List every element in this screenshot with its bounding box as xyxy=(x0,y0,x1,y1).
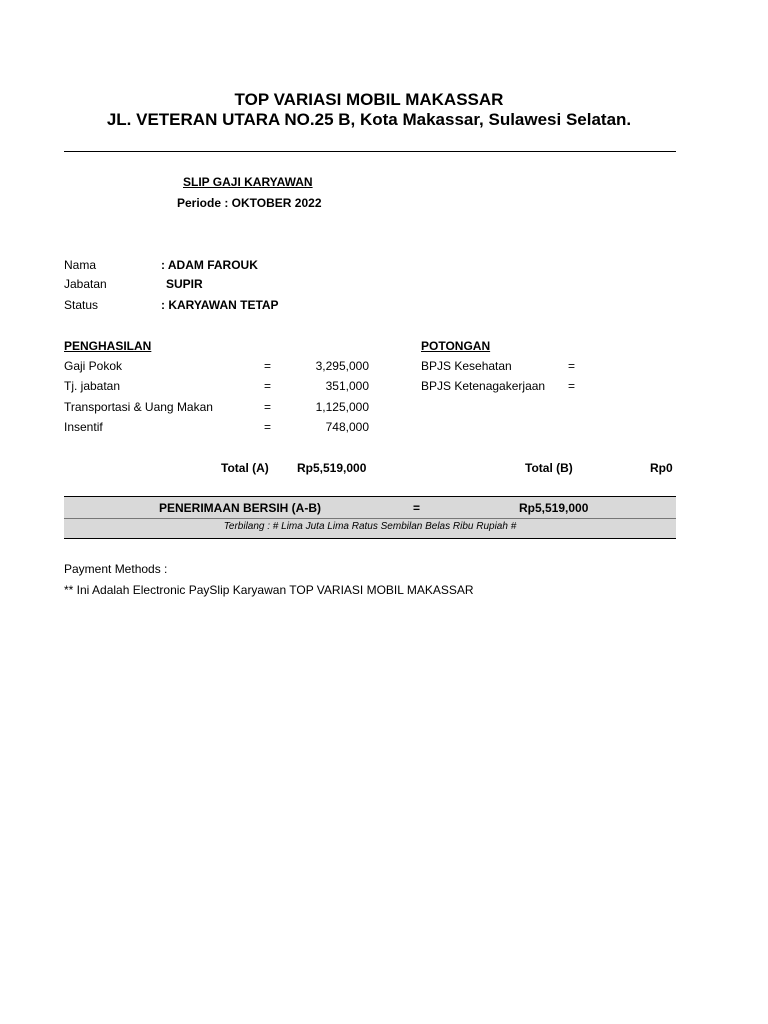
income-label: Transportasi & Uang Makan xyxy=(64,400,213,414)
income-value: 748,000 xyxy=(325,420,369,434)
jabatan-value: SUPIR xyxy=(166,277,203,291)
potongan-heading: POTONGAN xyxy=(421,339,491,353)
income-label: Insentif xyxy=(64,420,103,434)
income-value: 351,000 xyxy=(325,379,369,393)
payment-methods: Payment Methods : xyxy=(64,562,168,576)
status-value: : KARYAWAN TETAP xyxy=(161,298,279,312)
income-value: 1,125,000 xyxy=(315,400,369,414)
nama-value: : ADAM FAROUK xyxy=(161,258,258,272)
slip-period: Periode : OKTOBER 2022 xyxy=(177,196,322,210)
net-pay-label: PENERIMAAN BERSIH (A-B) xyxy=(159,501,321,515)
income-label: Tj. jabatan xyxy=(64,379,121,393)
income-eq: = xyxy=(264,400,272,414)
company-address: JL. VETERAN UTARA NO.25 B, Kota Makassar, Sulawesi Selatan. xyxy=(106,110,632,129)
deduction-label: BPJS Kesehatan xyxy=(421,359,512,373)
income-eq: = xyxy=(264,420,272,434)
income-label: Gaji Pokok xyxy=(64,359,123,373)
total-a-label: Total (A) xyxy=(221,461,269,475)
net-pay-eq: = xyxy=(413,501,421,515)
payslip-note: ** Ini Adalah Electronic PaySlip Karyawan TOP VARIASI MOBIL MAKASSAR xyxy=(64,583,474,597)
income-eq: = xyxy=(264,379,272,393)
deduction-eq: = xyxy=(568,379,576,393)
slip-title: SLIP GAJI KARYAWAN xyxy=(183,175,313,189)
total-b-value: Rp0 xyxy=(650,461,673,475)
terbilang-text: Terbilang : # Lima Juta Lima Ratus Sembilan Belas Ribu Rupiah # xyxy=(223,521,517,532)
total-b-label: Total (B) xyxy=(525,461,573,475)
penghasilan-heading: PENGHASILAN xyxy=(64,339,152,353)
nama-label: Nama xyxy=(64,258,97,272)
income-eq: = xyxy=(264,359,272,373)
header-divider xyxy=(64,151,676,152)
status-label: Status xyxy=(64,298,99,312)
jabatan-label: Jabatan xyxy=(64,277,107,291)
total-a-value: Rp5,519,000 xyxy=(297,461,367,475)
deduction-eq: = xyxy=(568,359,576,373)
company-name: TOP VARIASI MOBIL MAKASSAR xyxy=(234,90,504,109)
deduction-label: BPJS Ketenagakerjaan xyxy=(421,379,546,393)
income-value: 3,295,000 xyxy=(315,359,369,373)
net-pay-value: Rp5,519,000 xyxy=(519,501,589,515)
